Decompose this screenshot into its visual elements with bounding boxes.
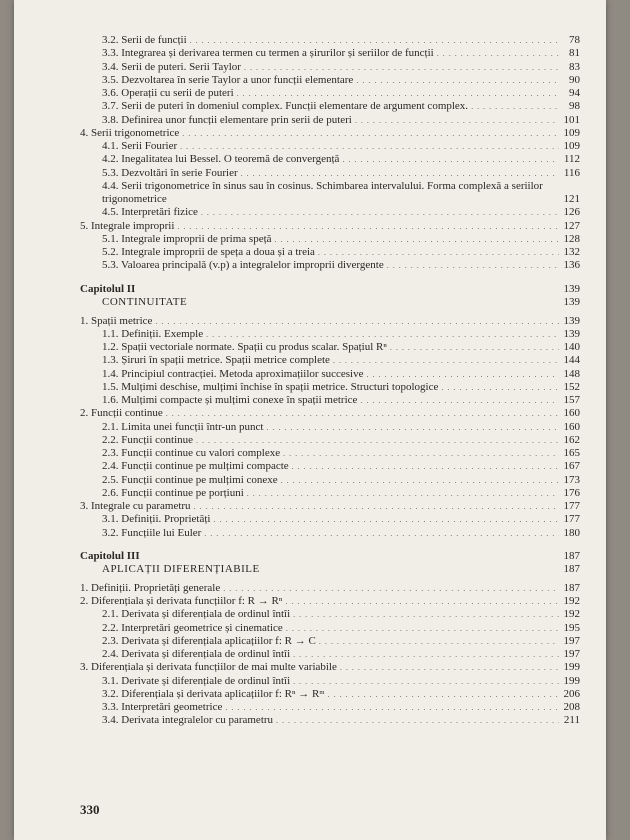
toc-entry (80, 434, 580, 447)
toc-entry-title: 3.2. Serii de funcții (102, 34, 187, 46)
toc-entry (80, 206, 580, 219)
toc-entry-title: 3. Diferențiala și derivata funcțiilor de mai multe variabile (80, 661, 337, 674)
toc-entry-title: 2.1. Derivata și diferențiala de ordinul întîi (102, 608, 291, 621)
toc-leader-dots (285, 595, 559, 608)
toc-leader-dots (356, 74, 559, 87)
toc-entry-page: 192 (563, 608, 580, 621)
toc-entry-page: 132 (563, 246, 580, 258)
toc-entry-title: 2.4. Funcții continue pe mulțimi compacte (102, 460, 289, 473)
toc-entry-page: 81 (569, 47, 580, 60)
toc-entry (80, 582, 580, 595)
chapter-3-title-page: 187 (563, 562, 580, 575)
toc-entry-page: 192 (563, 595, 580, 607)
toc-entry-title: 2.1. Limita unei funcții într-un punct (102, 420, 264, 433)
toc-entry (80, 513, 580, 526)
toc-leader-dots (155, 315, 559, 328)
toc-leader-dots (318, 246, 559, 259)
toc-leader-dots (283, 447, 559, 460)
toc-entry (80, 220, 580, 233)
toc-entry-page: 98 (569, 100, 580, 113)
toc-entry-title: 2.4. Derivata și diferențiala de ordinul întîi (102, 648, 291, 660)
toc-entry-page: 187 (563, 581, 580, 594)
chapter-2-title-page: 139 (563, 295, 580, 308)
toc-entry (80, 87, 580, 100)
toc-entry-page: 167 (563, 460, 580, 473)
toc-leader-dots (213, 513, 559, 526)
toc-entry (80, 180, 580, 207)
toc-entry-page: 140 (563, 341, 580, 353)
toc-entry (80, 47, 580, 60)
toc-entry (80, 608, 580, 621)
toc-leader-dots (223, 582, 559, 595)
chapter-3-title-row (80, 563, 580, 576)
toc-leader-dots (333, 354, 559, 367)
toc-leader-dots (360, 394, 559, 407)
toc-entry-page: 144 (563, 354, 580, 367)
toc-entry (80, 407, 580, 420)
toc-entry (80, 474, 580, 487)
toc-leader-dots (471, 100, 559, 113)
chapter-3-heading (80, 550, 580, 563)
toc-leader-dots (196, 434, 559, 447)
toc-entry-page: 160 (563, 420, 580, 433)
toc-leader-dots (204, 527, 559, 540)
toc-entry-title: 3.7. Serii de puteri în domeniul complex. Funcții elementare de argument complex. (102, 100, 469, 113)
toc-entry-title: 1. Definiții. Proprietăți generale (80, 581, 221, 594)
chapter-3-title: APLICAȚII DIFERENȚIABILE (102, 562, 260, 575)
toc-entry-title: 2.3. Derivata și diferențiala aplicațiilor f: R → C (102, 634, 316, 647)
toc-entry-title: 1.4. Principiul contracției. Metoda aproximațiilor succesive (102, 367, 364, 380)
toc-entry-page: 173 (563, 473, 580, 486)
toc-entry (80, 460, 580, 473)
toc-entry-title: 2.5. Funcții continue pe mulțimi conexe (102, 473, 278, 486)
toc-leader-dots (292, 460, 559, 473)
toc-leader-dots (342, 153, 559, 166)
toc-entry-title: 1.1. Definiții. Exemple (102, 327, 204, 340)
toc-entry-page: 109 (563, 140, 580, 152)
toc-entry (80, 635, 580, 648)
toc-entry-page: 101 (563, 113, 580, 126)
toc-entry (80, 61, 580, 74)
page-number: 330 (80, 802, 100, 817)
toc-entry-page: 116 (563, 166, 580, 179)
toc-entry (80, 167, 580, 180)
toc-entry-title: 5. Integrale improprii (80, 219, 175, 232)
toc-entry-title: 3.1. Definiții. Proprietăți (102, 513, 211, 526)
book-page (14, 0, 606, 840)
toc-entry-title: 2.2. Interpretări geometrice și cinematice (102, 621, 283, 634)
toc-entry-title: 5.3. Dezvoltări în serie Fourier (102, 166, 238, 179)
toc-entry (80, 354, 580, 367)
toc-entry (80, 341, 580, 354)
toc-leader-dots (201, 206, 559, 219)
toc-entry-page: 160 (563, 407, 580, 420)
toc-entry-page: 211 (563, 714, 580, 727)
toc-entry-title: 4.2. Inegalitatea lui Bessel. O teoremă de convergență (102, 153, 340, 166)
toc-entry (80, 368, 580, 381)
chapter-3-label-page: 187 (563, 549, 580, 562)
toc-entry (80, 527, 580, 540)
toc-leader-dots (190, 34, 559, 47)
toc-entry (80, 140, 580, 153)
toc-leader-dots (319, 635, 559, 648)
toc-entry (80, 487, 580, 500)
toc-leader-dots (293, 648, 559, 661)
chapter-2-label-page: 139 (563, 282, 580, 295)
toc-leader-dots (182, 127, 559, 140)
toc-entry-title: 4.1. Serii Fourier (102, 140, 178, 152)
toc-entry-page: 165 (563, 447, 580, 459)
chapter-3-label: Capitolul III (80, 549, 140, 562)
toc-entry-title: 2.2. Funcții continue (102, 433, 194, 446)
toc-entry (80, 100, 580, 113)
toc-entry-page: 206 (563, 687, 580, 700)
toc-section-series-functions (80, 34, 580, 127)
toc-entry-title: 2. Funcții continue (80, 407, 163, 420)
toc-entry-title: 3.4. Serii de puteri. Serii Taylor (102, 60, 241, 73)
toc-leader-dots (244, 61, 559, 74)
toc-leader-dots (166, 407, 559, 420)
toc-entry-page: 148 (563, 367, 580, 380)
toc-entry-title: 5.2. Integrale improprii de speța a doua și a treia (102, 246, 315, 258)
toc-leader-dots (225, 701, 559, 714)
toc-entry (80, 34, 580, 47)
toc-leader-dots (390, 341, 559, 354)
toc-entry (80, 74, 580, 87)
toc-leader-dots (266, 421, 559, 434)
toc-entry-title: 3.4. Derivata integralelor cu parametru (102, 714, 274, 727)
toc-entry-page: 90 (569, 73, 580, 86)
toc-leader-dots (206, 328, 559, 341)
toc-entry-page: 126 (563, 206, 580, 219)
toc-entry-page: 157 (563, 394, 580, 406)
toc-leader-dots (180, 140, 559, 153)
chapter-3 (80, 550, 580, 728)
toc-leader-dots (247, 487, 559, 500)
toc-leader-dots (441, 381, 559, 394)
toc-entry (80, 153, 580, 166)
table-of-contents (80, 34, 580, 728)
toc-entry (80, 714, 580, 727)
chapter-2-label: Capitolul II (80, 282, 136, 295)
toc-entry-page: 152 (563, 380, 580, 393)
toc-leader-dots (276, 714, 559, 727)
toc-entry-page: 94 (569, 87, 580, 99)
toc-entry-page: 139 (563, 314, 580, 327)
toc-entry-title: 2.3. Funcții continue cu valori complexe (102, 447, 281, 459)
toc-entry (80, 381, 580, 394)
toc-section-trig-improper (80, 127, 580, 273)
toc-entry-title: 1.5. Mulțimi deschise, mulțimi închise în spații metrice. Structuri topologice (102, 380, 439, 393)
toc-entry-page: 112 (563, 153, 580, 166)
toc-entry (80, 648, 580, 661)
toc-entry (80, 595, 580, 608)
toc-entry-title: 5.3. Valoarea principală (v.p) a integralelor improprii divergente (102, 259, 384, 272)
toc-leader-dots (437, 47, 559, 60)
toc-leader-dots (194, 500, 559, 513)
chapter-2-title: CONTINUITATE (102, 295, 188, 308)
toc-entry-title: 4.4. Serii trigonometrice în sinus sau în cosinus. Schimbarea intervalului. Forma complexă a seriilor trigonometrice (102, 179, 543, 205)
toc-entry-title: 3.3. Integrarea și derivarea termen cu termen a șirurilor și seriilor de funcții (102, 47, 434, 60)
toc-entry-title: 3.6. Operații cu serii de puteri (102, 87, 234, 99)
toc-entry-title: 1.6. Mulțimi compacte și mulțimi conexe în spații metrice (102, 394, 358, 406)
toc-entry (80, 701, 580, 714)
chapter-2-heading (80, 283, 580, 296)
toc-leader-dots (177, 220, 559, 233)
chapter-2-entries (80, 315, 580, 540)
toc-entry-page: 199 (563, 661, 580, 674)
toc-entry (80, 675, 580, 688)
toc-entry-page: 176 (563, 486, 580, 499)
toc-entry (80, 233, 580, 246)
toc-entry (80, 661, 580, 674)
toc-leader-dots (281, 474, 559, 487)
toc-entry-page: 136 (563, 259, 580, 272)
toc-entry-page: 195 (563, 621, 580, 634)
toc-leader-dots (293, 608, 559, 621)
toc-entry-page: 180 (563, 526, 580, 539)
toc-entry-page: 109 (563, 126, 580, 139)
toc-entry-title: 3.1. Derivate și diferențiale de ordinul întîi (102, 674, 291, 687)
toc-leader-dots (241, 167, 559, 180)
toc-leader-dots (387, 259, 559, 272)
toc-entry (80, 688, 580, 701)
toc-entry-page: 199 (563, 674, 580, 687)
toc-entry-title: 2.6. Funcții continue pe porțiuni (102, 486, 244, 499)
toc-entry-title: 2. Diferențiala și derivata funcțiilor f: R → Rⁿ (80, 595, 283, 607)
toc-entry (80, 328, 580, 341)
toc-entry-title: 1.3. Șiruri în spații metrice. Spații metrice complete (102, 354, 330, 367)
toc-entry-title: 3.2. Diferențiala și derivata aplicațiilor f: Rⁿ → Rᵐ (102, 687, 325, 700)
toc-entry-title: 3.5. Dezvoltarea în serie Taylor a unor funcții elementare (102, 73, 354, 86)
toc-entry (80, 447, 580, 460)
toc-entry-page: 128 (563, 232, 580, 245)
toc-leader-dots (328, 688, 559, 701)
chapter-2 (80, 283, 580, 540)
toc-entry-page: 197 (563, 648, 580, 660)
toc-entry (80, 127, 580, 140)
toc-entry (80, 421, 580, 434)
toc-entry-title: 1. Spații metrice (80, 314, 153, 327)
toc-entry-page: 83 (569, 60, 580, 73)
toc-leader-dots (293, 675, 559, 688)
toc-entry-title: 3. Integrale cu parametru (80, 500, 191, 512)
toc-entry (80, 315, 580, 328)
toc-entry (80, 500, 580, 513)
toc-entry-title: 1.2. Spații vectoriale normate. Spații cu produs scalar. Spațiul Rⁿ (102, 341, 387, 353)
toc-entry-page: 162 (563, 433, 580, 446)
toc-entry-page: 78 (569, 34, 580, 46)
toc-entry (80, 394, 580, 407)
toc-leader-dots (355, 114, 559, 127)
toc-leader-dots (286, 622, 559, 635)
toc-entry-page: 177 (563, 500, 580, 512)
toc-entry (80, 259, 580, 272)
toc-leader-dots (237, 87, 559, 100)
toc-entry-page: 197 (563, 634, 580, 647)
toc-entry (80, 622, 580, 635)
toc-leader-dots (275, 233, 559, 246)
toc-leader-dots (340, 661, 559, 674)
toc-entry-title: 3.2. Funcțiile lui Euler (102, 526, 202, 539)
toc-entry-page: 121 (563, 193, 580, 205)
toc-entry-page: 177 (563, 513, 580, 526)
toc-entry-page: 127 (563, 219, 580, 232)
chapter-3-entries (80, 582, 580, 728)
toc-entry-title: 3.3. Interpretări geometrice (102, 701, 223, 713)
toc-entry-title: 4. Serii trigonometrice (80, 126, 180, 139)
toc-entry-page: 139 (563, 327, 580, 340)
toc-leader-dots (366, 368, 559, 381)
toc-entry (80, 114, 580, 127)
toc-entry-title: 3.8. Definirea unor funcții elementare prin serii de puteri (102, 113, 352, 126)
chapter-2-title-row (80, 296, 580, 309)
toc-entry-title: 4.5. Interpretări fizice (102, 206, 198, 219)
toc-entry-title: 5.1. Integrale improprii de prima speță (102, 232, 272, 245)
toc-entry-page: 208 (563, 701, 580, 713)
toc-entry (80, 246, 580, 259)
